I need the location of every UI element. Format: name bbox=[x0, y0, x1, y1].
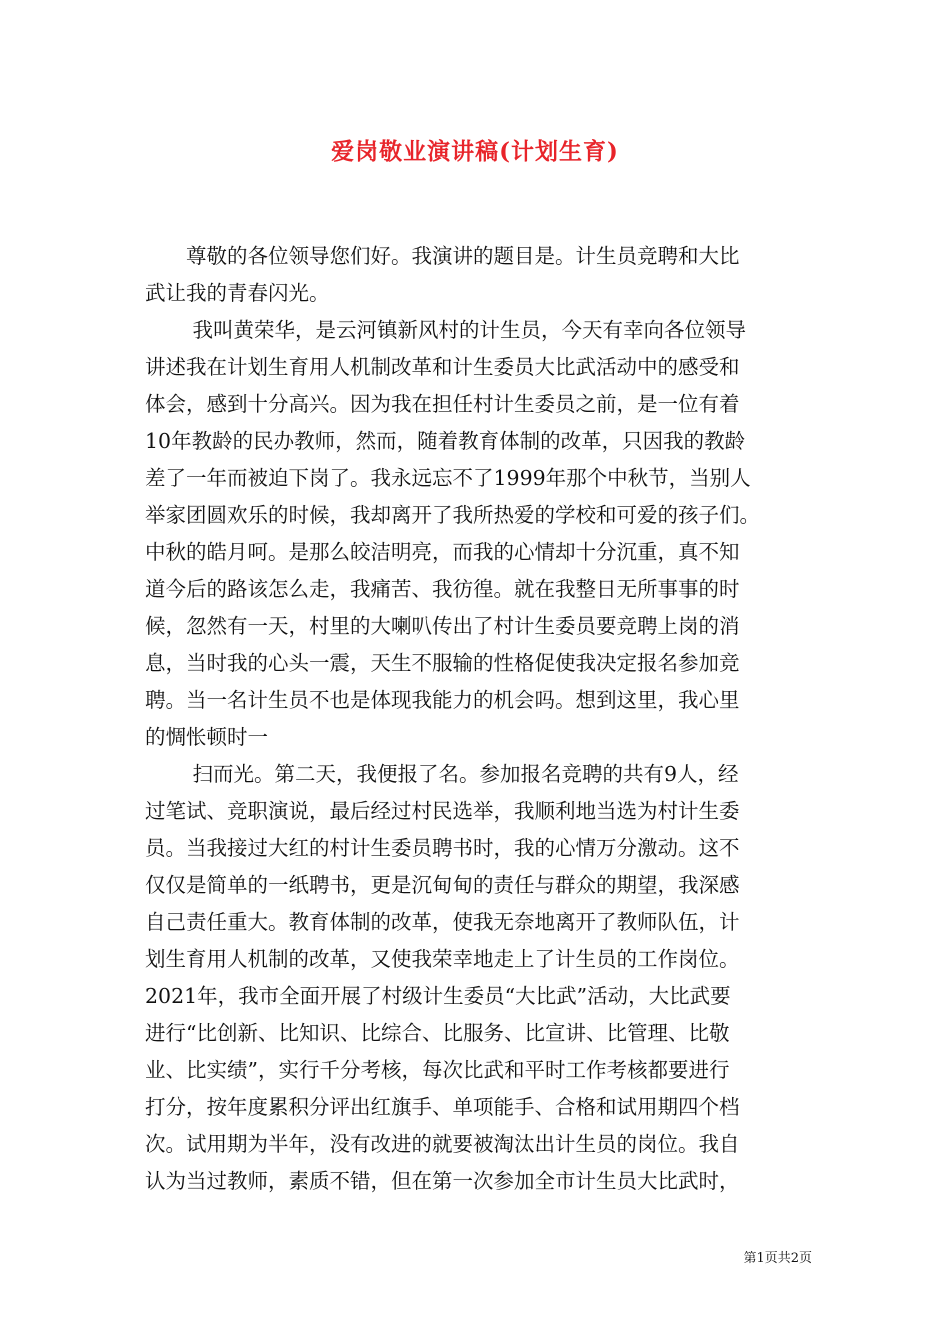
body-line: 仅仅是简单的一纸聘书，更是沉甸甸的责任与群众的期望，我深感 bbox=[145, 873, 740, 897]
body-line: 划生育用人机制的改革，又使我荣幸地走上了计生员的工作岗位。 bbox=[145, 947, 740, 971]
body-line: 讲述我在计划生育用人机制改革和计生委员大比武活动中的感受和 bbox=[145, 355, 740, 379]
body-line: 进行“比创新、比知识、比综合、比服务、比宣讲、比管理、比敬 bbox=[145, 1021, 730, 1045]
body-line: 的惆怅顿时一 bbox=[145, 725, 268, 749]
body-line: 过笔试、竞职演说，最后经过村民选举，我顺利地当选为村计生委 bbox=[145, 799, 740, 823]
page-number-footer: 第1页共2页 bbox=[743, 1251, 812, 1266]
body-line: 10年教龄的民办教师，然而，随着教育体制的改革，只因我的教龄 bbox=[145, 429, 746, 453]
body-line: 扫而光。第二天，我便报了名。参加报名竞聘的共有9人，经 bbox=[145, 762, 739, 786]
body-line: 中秋的皓月呵。是那么皎洁明亮，而我的心情却十分沉重，真不知 bbox=[145, 540, 740, 564]
body-line: 候，忽然有一天，村里的大喇叭传出了村计生委员要竞聘上岗的消 bbox=[145, 614, 740, 638]
body-line: 聘。当一名计生员不也是体现我能力的机会吗。想到这里，我心里 bbox=[145, 688, 740, 712]
body-line: 员。当我接过大红的村计生委员聘书时，我的心情万分激动。这不 bbox=[145, 836, 740, 860]
document-body bbox=[145, 238, 811, 1200]
document-title: 爱岗敬业演讲稿(计划生育) bbox=[331, 138, 619, 165]
body-line: 2021年，我市全面开展了村级计生委员“大比武”活动，大比武要 bbox=[145, 984, 731, 1008]
body-line: 息，当时我的心头一震，天生不服输的性格促使我决定报名参加竞 bbox=[145, 651, 740, 675]
body-line: 业、比实绩”，实行千分考核，每次比武和平时工作考核都要进行 bbox=[145, 1058, 730, 1082]
body-line: 尊敬的各位领导您们好。我演讲的题目是。计生员竞聘和大比 bbox=[145, 244, 740, 268]
body-line: 认为当过教师，素质不错，但在第一次参加全市计生员大比武时， bbox=[145, 1169, 740, 1193]
body-line: 体会，感到十分高兴。因为我在担任村计生委员之前，是一位有着 bbox=[145, 392, 740, 416]
body-line: 举家团圆欢乐的时候，我却离开了我所热爱的学校和可爱的孩子们。 bbox=[145, 503, 760, 527]
body-line: 自己责任重大。教育体制的改革，使我无奈地离开了教师队伍，计 bbox=[145, 910, 740, 934]
body-line: 次。试用期为半年，没有改进的就要被淘汰出计生员的岗位。我自 bbox=[145, 1132, 740, 1156]
body-line: 我叫黄荣华，是云河镇新风村的计生员，今天有幸向各位领导 bbox=[145, 318, 747, 342]
body-line: 打分，按年度累积分评出红旗手、单项能手、合格和试用期四个档 bbox=[145, 1095, 740, 1119]
body-line: 道今后的路该怎么走，我痛苦、我彷徨。就在我整日无所事事的时 bbox=[145, 577, 740, 601]
body-line: 差了一年而被迫下岗了。我永远忘不了1999年那个中秋节，当别人 bbox=[145, 466, 751, 490]
body-line: 武让我的青春闪光。 bbox=[145, 281, 330, 305]
